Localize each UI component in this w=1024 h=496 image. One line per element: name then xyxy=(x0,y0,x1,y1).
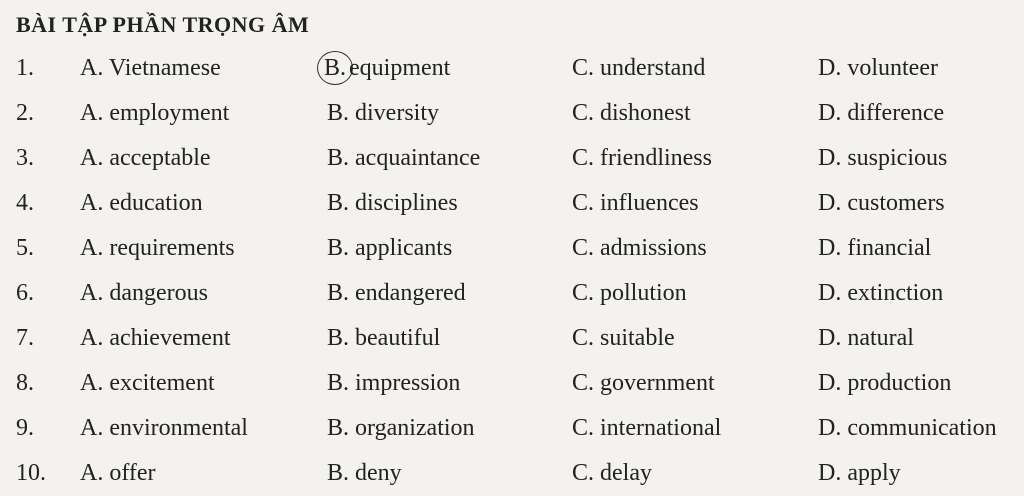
option-d: D. natural xyxy=(818,325,914,351)
option-b: B. diversity xyxy=(327,100,439,126)
question-row xyxy=(0,138,1024,178)
option-a: A. environmental xyxy=(80,415,248,441)
option-b: B. beautiful xyxy=(327,325,441,351)
question-number: 6. xyxy=(16,280,34,306)
option-c: C. international xyxy=(572,415,722,441)
option-d: D. volunteer xyxy=(818,55,938,81)
option-b: B. applicants xyxy=(327,235,453,261)
question-number: 1. xyxy=(16,55,34,81)
question-row xyxy=(0,453,1024,493)
option-b xyxy=(323,48,451,88)
question-row xyxy=(0,363,1024,403)
option-c: C. government xyxy=(572,370,715,396)
question-row xyxy=(0,48,1024,88)
question-row xyxy=(0,228,1024,268)
question-number: 4. xyxy=(16,190,34,216)
question-number: 3. xyxy=(16,145,34,171)
option-b: B. organization xyxy=(327,415,475,441)
option-c: C. suitable xyxy=(572,325,675,351)
option-c: C. pollution xyxy=(572,280,687,306)
option-a: A. requirements xyxy=(80,235,235,261)
option-b: B. disciplines xyxy=(327,190,458,216)
option-a: A. employment xyxy=(80,100,230,126)
option-c: C. admissions xyxy=(572,235,707,261)
option-d: D. suspicious xyxy=(818,145,948,171)
option-c: C. friendliness xyxy=(572,145,712,171)
question-number: 10. xyxy=(16,460,46,486)
question-number: 2. xyxy=(16,100,34,126)
worksheet-title: BÀI TẬP PHẦN TRỌNG ÂM xyxy=(16,12,310,37)
option-a: A. education xyxy=(80,190,203,216)
option-a: A. acceptable xyxy=(80,145,211,171)
question-row xyxy=(0,273,1024,313)
option-b: B. deny xyxy=(327,460,402,486)
option-a: A. Vietnamese xyxy=(80,55,221,81)
option-a: A. dangerous xyxy=(80,280,208,306)
option-d: D. financial xyxy=(818,235,932,261)
option-a: A. offer xyxy=(80,460,156,486)
option-d: D. apply xyxy=(818,460,901,486)
option-d: D. difference xyxy=(818,100,945,126)
question-row xyxy=(0,93,1024,133)
question-number: 5. xyxy=(16,235,34,261)
option-b-word: equipment xyxy=(349,55,451,81)
option-c: C. dishonest xyxy=(572,100,691,126)
option-b: B. acquaintance xyxy=(327,145,481,171)
option-d: D. production xyxy=(818,370,952,396)
option-d: D. extinction xyxy=(818,280,944,306)
option-c: C. understand xyxy=(572,55,706,81)
option-b: B. impression xyxy=(327,370,461,396)
question-number: 8. xyxy=(16,370,34,396)
option-b: B. endangered xyxy=(327,280,466,306)
question-row xyxy=(0,183,1024,223)
question-number: 9. xyxy=(16,415,34,441)
option-c: C. delay xyxy=(572,460,652,486)
question-row xyxy=(0,318,1024,358)
option-d: D. customers xyxy=(818,190,945,216)
option-d: D. communication xyxy=(818,415,997,441)
option-c: C. influences xyxy=(572,190,699,216)
circled-answer-mark: B. xyxy=(317,51,353,85)
question-row xyxy=(0,408,1024,448)
option-a: A. achievement xyxy=(80,325,231,351)
option-a: A. excitement xyxy=(80,370,215,396)
question-number: 7. xyxy=(16,325,34,351)
